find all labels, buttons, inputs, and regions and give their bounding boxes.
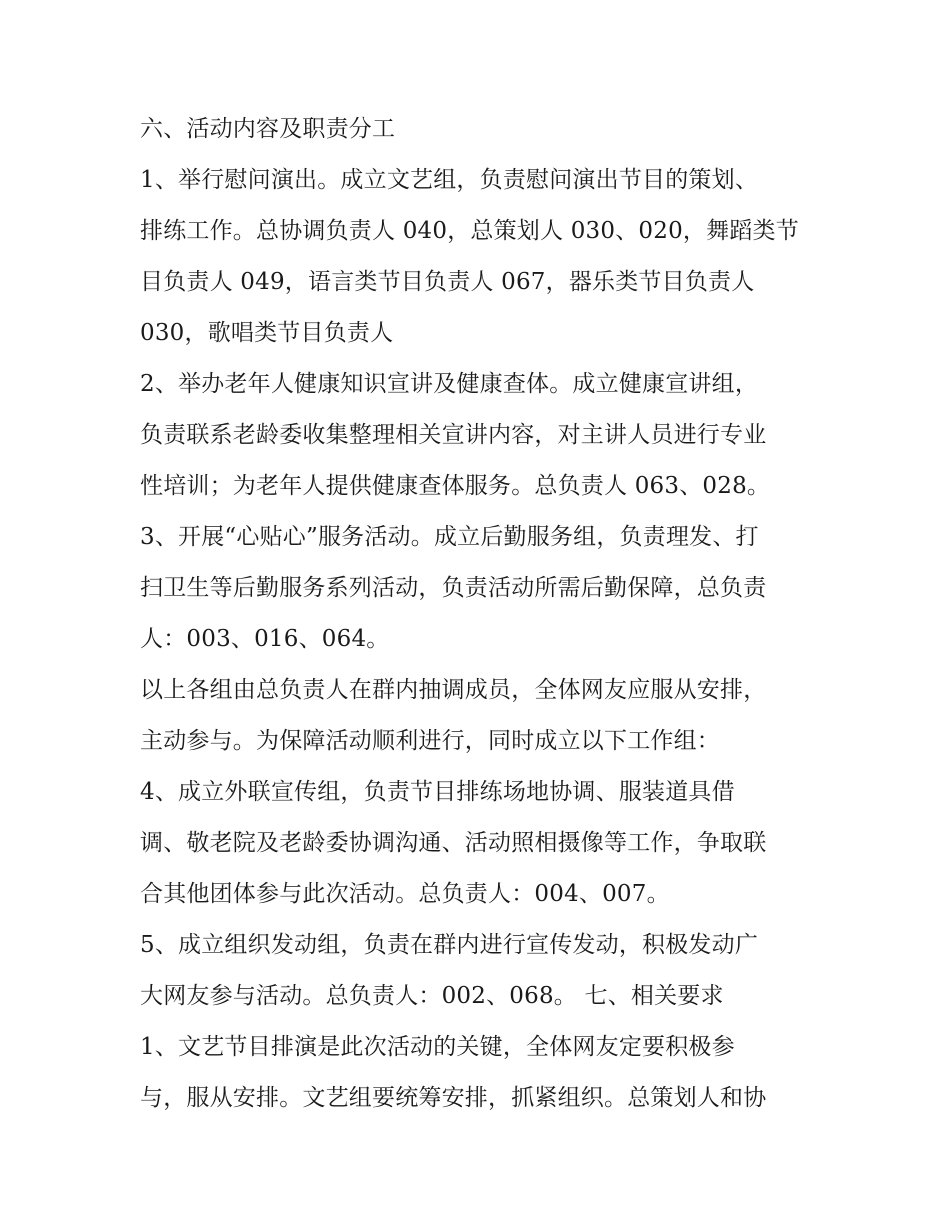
text-line: 目负责人 049，语言类节目负责人 067，器乐类节目负责人 [140,269,755,295]
text-line: 人：003、016、064。 [140,626,390,652]
text-line: 调、敬老院及老龄委协调沟通、活动照相摄像等工作，争取联 [140,830,767,856]
text-line: 与，服从安排。文艺组要统筹安排，抓紧组织。总策划人和协 [140,1085,767,1111]
text-line: 主动参与。为保障活动顺利进行，同时成立以下工作组： [140,728,720,754]
text-line: 030，歌唱类节目负责人 [140,320,394,346]
text-line: 以上各组由总负责人在群内抽调成员，全体网友应服从安排， [140,677,767,703]
section-heading: 六、活动内容及职责分工 [140,116,396,142]
text-line: 5、成立组织发动组，负责在群内进行宣传发动，积极发动广 [140,932,759,958]
text-line: 4、成立外联宣传组，负责节目排练场地协调、服装道具借 [140,779,735,805]
document-body [140,104,820,1124]
text-line: 性培训；为老年人提供健康查体服务。总负责人 063、028。 [140,473,771,499]
text-line: 大网友参与活动。总负责人：002、068。 七、相关要求 [140,983,724,1009]
text-line: 1、举行慰问演出。成立文艺组，负责慰问演出节目的策划、 [140,167,759,193]
text-line: 3、开展“心贴心”服务活动。成立后勤服务组，负责理发、打 [140,524,759,550]
text-line: 负责联系老龄委收集整理相关宣讲内容，对主讲人员进行专业 [140,422,767,448]
text-line: 2、举办老年人健康知识宣讲及健康查体。成立健康宣讲组， [140,371,759,397]
text-line: 1、文艺节目排演是此次活动的关键，全体网友定要积极参 [140,1034,735,1060]
text-line: 合其他团体参与此次活动。总负责人：004、007。 [140,881,670,907]
text-line: 扫卫生等后勤服务系列活动，负责活动所需后勤保障，总负责 [140,575,767,601]
text-line: 排练工作。总协调负责人 040，总策划人 030、020，舞蹈类节 [140,218,799,244]
